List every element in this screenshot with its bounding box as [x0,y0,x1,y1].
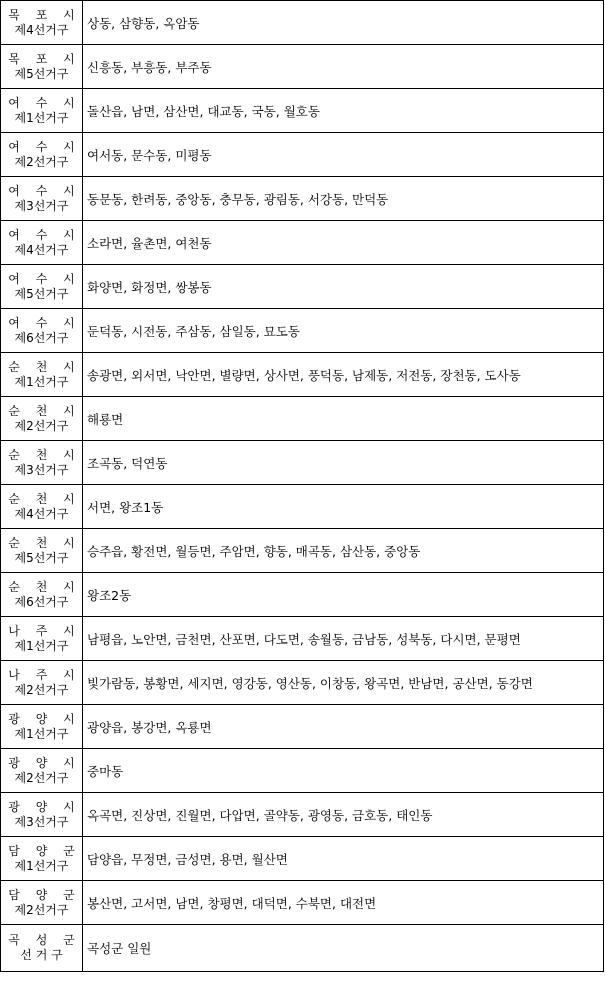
region-name: 광 양 시 [8,755,81,770]
district-name-cell [1,133,83,177]
district-name-cell [1,177,83,221]
areas-cell: 봉산면, 고서면, 남면, 창평면, 대덕면, 수북면, 대전면 [83,881,604,925]
areas-cell: 옥곡면, 진상면, 진월면, 다압면, 골약동, 광영동, 금호동, 태인동 [83,793,604,837]
region-name: 목 포 시 [8,7,81,22]
areas-cell: 조곡동, 덕연동 [83,441,604,485]
region-name: 여 수 시 [8,183,81,198]
areas-cell: 곡성군 일원 [83,925,604,972]
district-name-cell [1,353,83,397]
district-name-cell [1,881,83,925]
region-name: 여 수 시 [8,315,81,330]
district-name-cell [1,45,83,89]
areas-cell: 담양읍, 무정면, 금성면, 용면, 월산면 [83,837,604,881]
region-name: 목 포 시 [8,51,81,66]
region-name: 순 천 시 [8,535,81,550]
areas-cell: 둔덕동, 시전동, 주삼동, 삼일동, 묘도동 [83,309,604,353]
table-row [1,837,604,881]
table-row [1,353,604,397]
region-name: 순 천 시 [8,491,81,506]
areas-cell: 돌산읍, 남면, 삼산면, 대교동, 국동, 월호동 [83,89,604,133]
areas-cell: 광양읍, 봉강면, 옥룡면 [83,705,604,749]
areas-cell: 여서동, 문수동, 미평동 [83,133,604,177]
table-row [1,661,604,705]
district-name-cell [1,265,83,309]
region-name: 나 주 시 [8,667,81,682]
district-name-cell [1,1,83,45]
district-number: 제3선거구 [14,198,69,213]
district-number: 제4선거구 [14,22,69,37]
areas-cell: 동문동, 한려동, 중앙동, 충무동, 광림동, 서강동, 만덕동 [83,177,604,221]
district-number: 제1선거구 [14,858,69,873]
district-number: 제4선거구 [14,242,69,257]
table-row [1,89,604,133]
table-row [1,397,604,441]
table-row [1,177,604,221]
district-number: 제1선거구 [14,374,69,389]
region-name: 나 주 시 [8,623,81,638]
areas-cell: 신흥동, 부흥동, 부주동 [83,45,604,89]
district-name-cell [1,925,83,972]
table-row [1,749,604,793]
district-number: 제2선거구 [14,418,69,433]
district-name-cell [1,529,83,573]
areas-cell: 소라면, 율촌면, 여천동 [83,221,604,265]
table-row [1,925,604,972]
district-name-cell [1,837,83,881]
table-row [1,705,604,749]
areas-cell: 왕조2동 [83,573,604,617]
table-row [1,265,604,309]
table-row [1,793,604,837]
district-number: 선 거 구 [20,948,63,962]
district-number: 제3선거구 [14,814,69,829]
region-name: 광 양 시 [8,799,81,814]
district-number: 제5선거구 [14,550,69,565]
areas-cell: 화양면, 화정면, 쌍봉동 [83,265,604,309]
areas-cell: 승주읍, 황전면, 월등면, 주암면, 향동, 매곡동, 삼산동, 중앙동 [83,529,604,573]
region-name: 여 수 시 [8,227,81,242]
areas-cell: 중마동 [83,749,604,793]
region-name: 순 천 시 [8,403,81,418]
district-name-cell [1,705,83,749]
areas-cell: 빛가람동, 봉황면, 세지면, 영강동, 영산동, 이창동, 왕곡면, 반남면, 공산면, 동강면 [83,661,604,705]
table-row [1,45,604,89]
district-name-cell [1,749,83,793]
district-name-cell [1,617,83,661]
district-number: 제2선거구 [14,154,69,169]
table-row [1,441,604,485]
district-number: 제2선거구 [14,902,69,917]
table-row [1,529,604,573]
district-name-cell [1,485,83,529]
areas-cell: 송광면, 외서면, 낙안면, 별량면, 상사면, 풍덕동, 남제동, 저전동, 장천동, 도사동 [83,353,604,397]
areas-cell: 서면, 왕조1동 [83,485,604,529]
table-row [1,133,604,177]
region-name: 곡 성 군 [8,933,81,947]
region-name: 순 천 시 [8,447,81,462]
table-row [1,617,604,661]
district-name-cell [1,397,83,441]
district-number: 제5선거구 [14,66,69,81]
region-name: 담 양 군 [8,843,81,858]
table-row [1,1,604,45]
region-name: 여 수 시 [8,271,81,286]
district-number: 제1선거구 [14,110,69,125]
table-body [1,1,604,972]
district-number: 제1선거구 [14,638,69,653]
district-number: 제6선거구 [14,594,69,609]
table-row [1,881,604,925]
region-name: 순 천 시 [8,359,81,374]
region-name: 여 수 시 [8,95,81,110]
region-name: 광 양 시 [8,711,81,726]
district-name-cell [1,221,83,265]
region-name: 담 양 군 [8,887,81,902]
district-name-cell [1,793,83,837]
district-number: 제1선거구 [14,726,69,741]
district-name-cell [1,89,83,133]
table-row [1,221,604,265]
areas-cell: 남평읍, 노안면, 금천면, 산포면, 다도면, 송월동, 금남동, 성북동, 다시면, 문평면 [83,617,604,661]
district-number: 제5선거구 [14,286,69,301]
district-name-cell [1,661,83,705]
region-name: 순 천 시 [8,579,81,594]
areas-cell: 해룡면 [83,397,604,441]
region-name: 여 수 시 [8,139,81,154]
district-name-cell [1,441,83,485]
district-name-cell [1,573,83,617]
table-row [1,485,604,529]
district-number: 제6선거구 [14,330,69,345]
district-number: 제2선거구 [14,682,69,697]
district-number: 제4선거구 [14,506,69,521]
district-name-cell [1,309,83,353]
table-row [1,309,604,353]
areas-cell: 상동, 삼향동, 옥암동 [83,1,604,45]
district-number: 제2선거구 [14,770,69,785]
district-number: 제3선거구 [14,462,69,477]
table-row [1,573,604,617]
